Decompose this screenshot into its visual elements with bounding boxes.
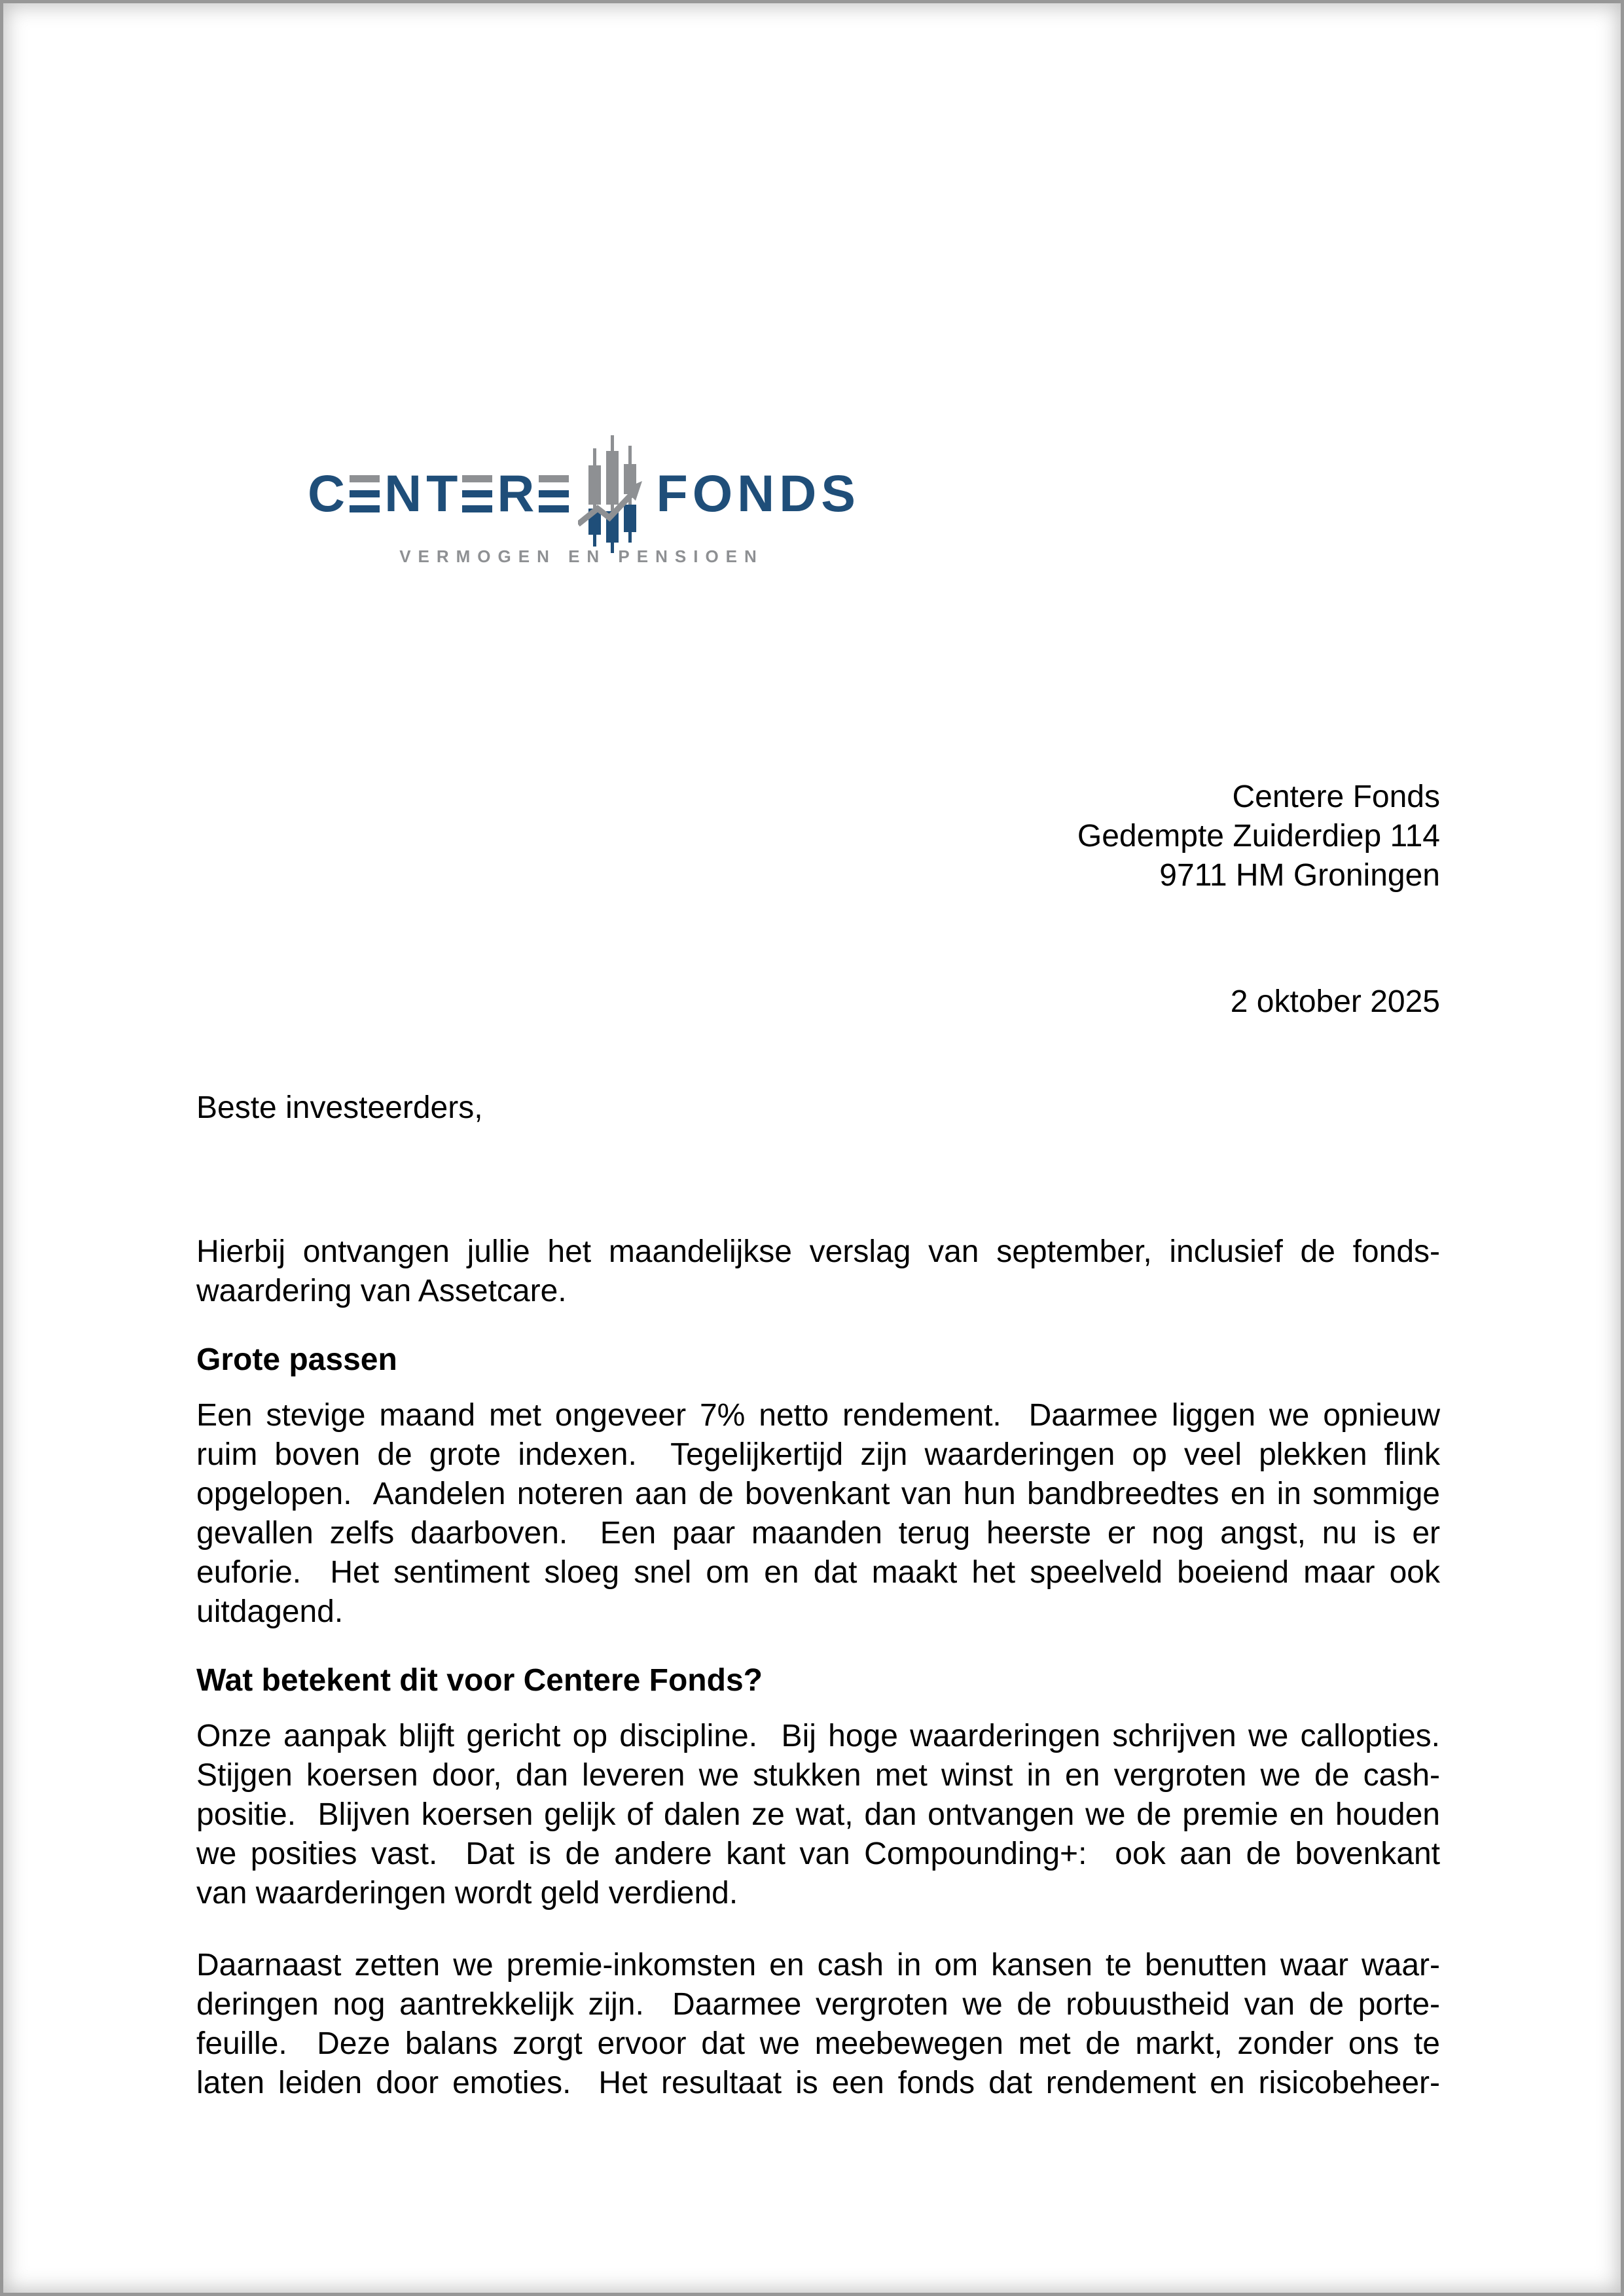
candlestick-chart-icon — [578, 431, 647, 556]
text-line: uitdagend. — [196, 1594, 344, 1629]
paragraph-market-update — [196, 1396, 1440, 1632]
paragraph-strategy — [196, 1717, 1440, 1913]
sender-address-block — [196, 778, 1440, 895]
logo-letter: D — [779, 464, 817, 522]
text-line: Stijgen koersen door, dan leveren we stukken met winst in en vergroten we de cash- — [196, 1758, 1440, 1793]
section-heading-grote-passen: Grote passen — [196, 1342, 397, 1377]
text-line: laten leiden door emoties. Het resultaat is een fonds dat rendement en risicobeheer- — [196, 2066, 1440, 2100]
text-line: Een stevige maand met ongeveer 7% netto rendement. Daarmee liggen we opnieuw — [196, 1398, 1440, 1433]
company-logo — [308, 431, 856, 567]
logo-letter: N — [384, 464, 422, 522]
text-line: Gedempte Zuiderdiep 114 — [1077, 819, 1440, 853]
logo-wordmark-centere — [308, 464, 569, 522]
logo-letter: N — [737, 464, 775, 522]
logo-letter: O — [692, 464, 733, 522]
text-line: euforie. Het sentiment sloeg snel om en dat maakt het speelveld boeiend maar ook — [196, 1555, 1440, 1590]
letter-date: 2 oktober 2025 — [1230, 984, 1440, 1019]
text-line: positie. Blijven koersen gelijk of dalen ze wat, dan ontvangen we de premie en houden — [196, 1797, 1440, 1832]
logo-letter: R — [497, 464, 535, 522]
text-line: gevallen zelfs daarboven. Een paar maanden terug heerste er nog angst, nu is er — [196, 1516, 1440, 1551]
logo-letter-e-glyph — [462, 475, 492, 512]
logo-letter: T — [426, 464, 458, 522]
text-line: feuille. Deze balans zorgt ervoor dat we meebewegen met de markt, zonder ons te — [196, 2026, 1440, 2061]
paragraph-premium-income — [196, 1946, 1440, 2103]
text-line: we posities vast. Dat is de andere kant van Compounding+: ook aan de bovenkant — [196, 1837, 1440, 1871]
logo-row — [308, 431, 856, 556]
text-line: 9711 HM Groningen — [1159, 858, 1440, 893]
letter-content — [0, 431, 1624, 2103]
logo-tagline: VERMOGEN EN PENSIOEN — [399, 547, 764, 566]
logo-letter: F — [656, 464, 688, 522]
text-line: ruim boven de grote indexen. Tegelijkertijd zijn waarderingen op veel plekken flink — [196, 1437, 1440, 1472]
text-line: van waarderingen wordt geld verdiend. — [196, 1876, 738, 1910]
intro-paragraph — [196, 1232, 1440, 1311]
logo-letter-e-glyph — [350, 475, 380, 512]
logo-letter-e-glyph — [539, 475, 569, 512]
salutation: Beste investeerders, — [196, 1090, 483, 1125]
text-line: opgelopen. Aandelen noteren aan de bovenkant van hun bandbreedtes en in sommige — [196, 1477, 1440, 1511]
text-line: Onze aanpak blijft gericht op discipline. Bij hoge waarderingen schrijven we callopties. — [196, 1719, 1440, 1753]
logo-letter: C — [308, 464, 346, 522]
text-line: waardering van Assetcare. — [196, 1274, 567, 1308]
text-line: Hierbij ontvangen jullie het maandelijkse verslag van september, inclusief de fonds- — [196, 1234, 1440, 1269]
text-line: Centere Fonds — [1232, 780, 1440, 814]
text-line: Daarnaast zetten we premie-inkomsten en cash in om kansen te benutten waar waar- — [196, 1948, 1440, 1982]
section-heading-wat-betekent-dit: Wat betekent dit voor Centere Fonds? — [196, 1663, 763, 1698]
logo-letter: S — [821, 464, 856, 522]
logo-wordmark-fonds — [656, 464, 856, 522]
text-line: deringen nog aantrekkelijk zijn. Daarmee vergroten we de robuustheid van de porte- — [196, 1987, 1440, 2022]
